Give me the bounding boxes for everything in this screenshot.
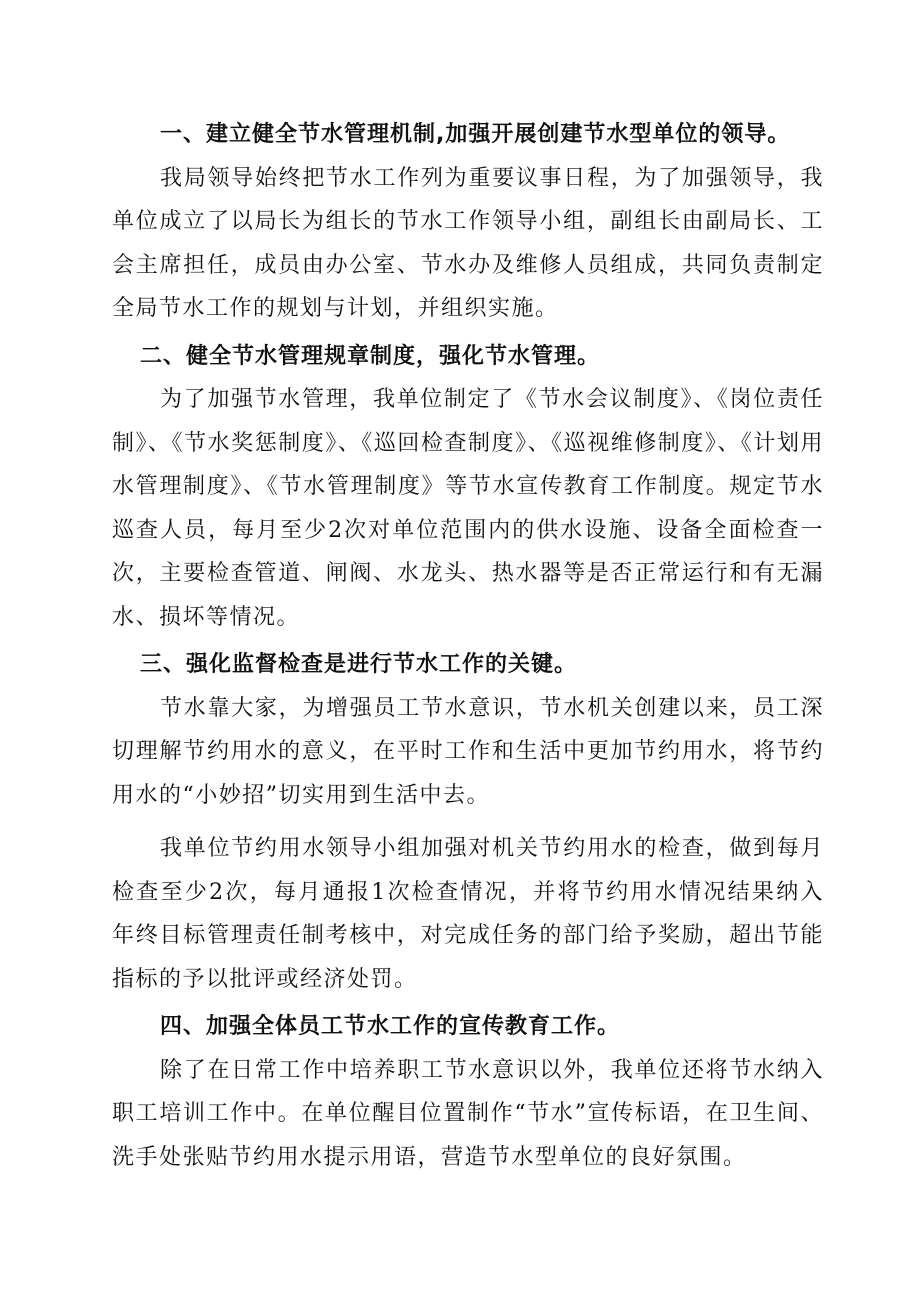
section-4-paragraph-1: 除了在日常工作中培养职工节水意识以外，我单位还将节水纳入职工培训工作中。在单位醒目位置制作“节水”宣传标语，在卫生间、洗手处张贴节约用水提示用语，营造节水型单位的良好氛围。 [112, 1057, 824, 1170]
section-3-paragraph-2: 我单位节约用水领导小组加强对机关节约用水的检查，做到每月检查至少2次，每月通报1次检查情况，并将节约用水情况结果纳入年终目标管理责任制考核中，对完成任务的部门给予奖励，超出节能指标的予以批评或经济处罚。 [112, 836, 824, 992]
section-1-paragraph-1: 我局领导始终把节水工作列为重要议事日程，为了加强领导，我单位成立了以局长为组长的节水工作领导小组，副组长由副局长、工会主席担任，成员由办公室、节水办及维修人员组成，共同负责制定全局节水工作的规划与计划，并组织实施。 [112, 165, 824, 321]
document-body [112, 113, 824, 1179]
section-3-paragraph-1: 节水靠大家，为增强员工节水意识，节水机关创建以来，员工深切理解节约用水的意义，在平时工作和生活中更加节约用水，将节约用水的“小妙招”切实用到生活中去。 [112, 695, 824, 808]
section-heading-1: 一、建立健全节水管理机制,加强开展创建节水型单位的领导。 [160, 122, 791, 147]
section-heading-2: 二、健全节水管理规章制度，强化节水管理。 [140, 343, 601, 369]
section-2-paragraph-1: 为了加强节水管理，我单位制定了《节水会议制度》、《岗位责任制》、《节水奖惩制度》、《巡回检查制度》、《巡视维修制度》、《计划用水管理制度》、《节水管理制度》等节水宣传教育工作制度。规定节水巡查人员，每月至少2次对单位范围内的供水设施、设备全面检查一次，主要检查管道、闸阀、水龙头、热水器等是否正常运行和有无漏水、损坏等情况。 [112, 387, 824, 630]
section-heading-4: 四、加强全体员工节水工作的宣传教育工作。 [160, 1014, 621, 1039]
section-heading-3: 三、强化监督检查是进行节水工作的关键。 [140, 652, 578, 677]
